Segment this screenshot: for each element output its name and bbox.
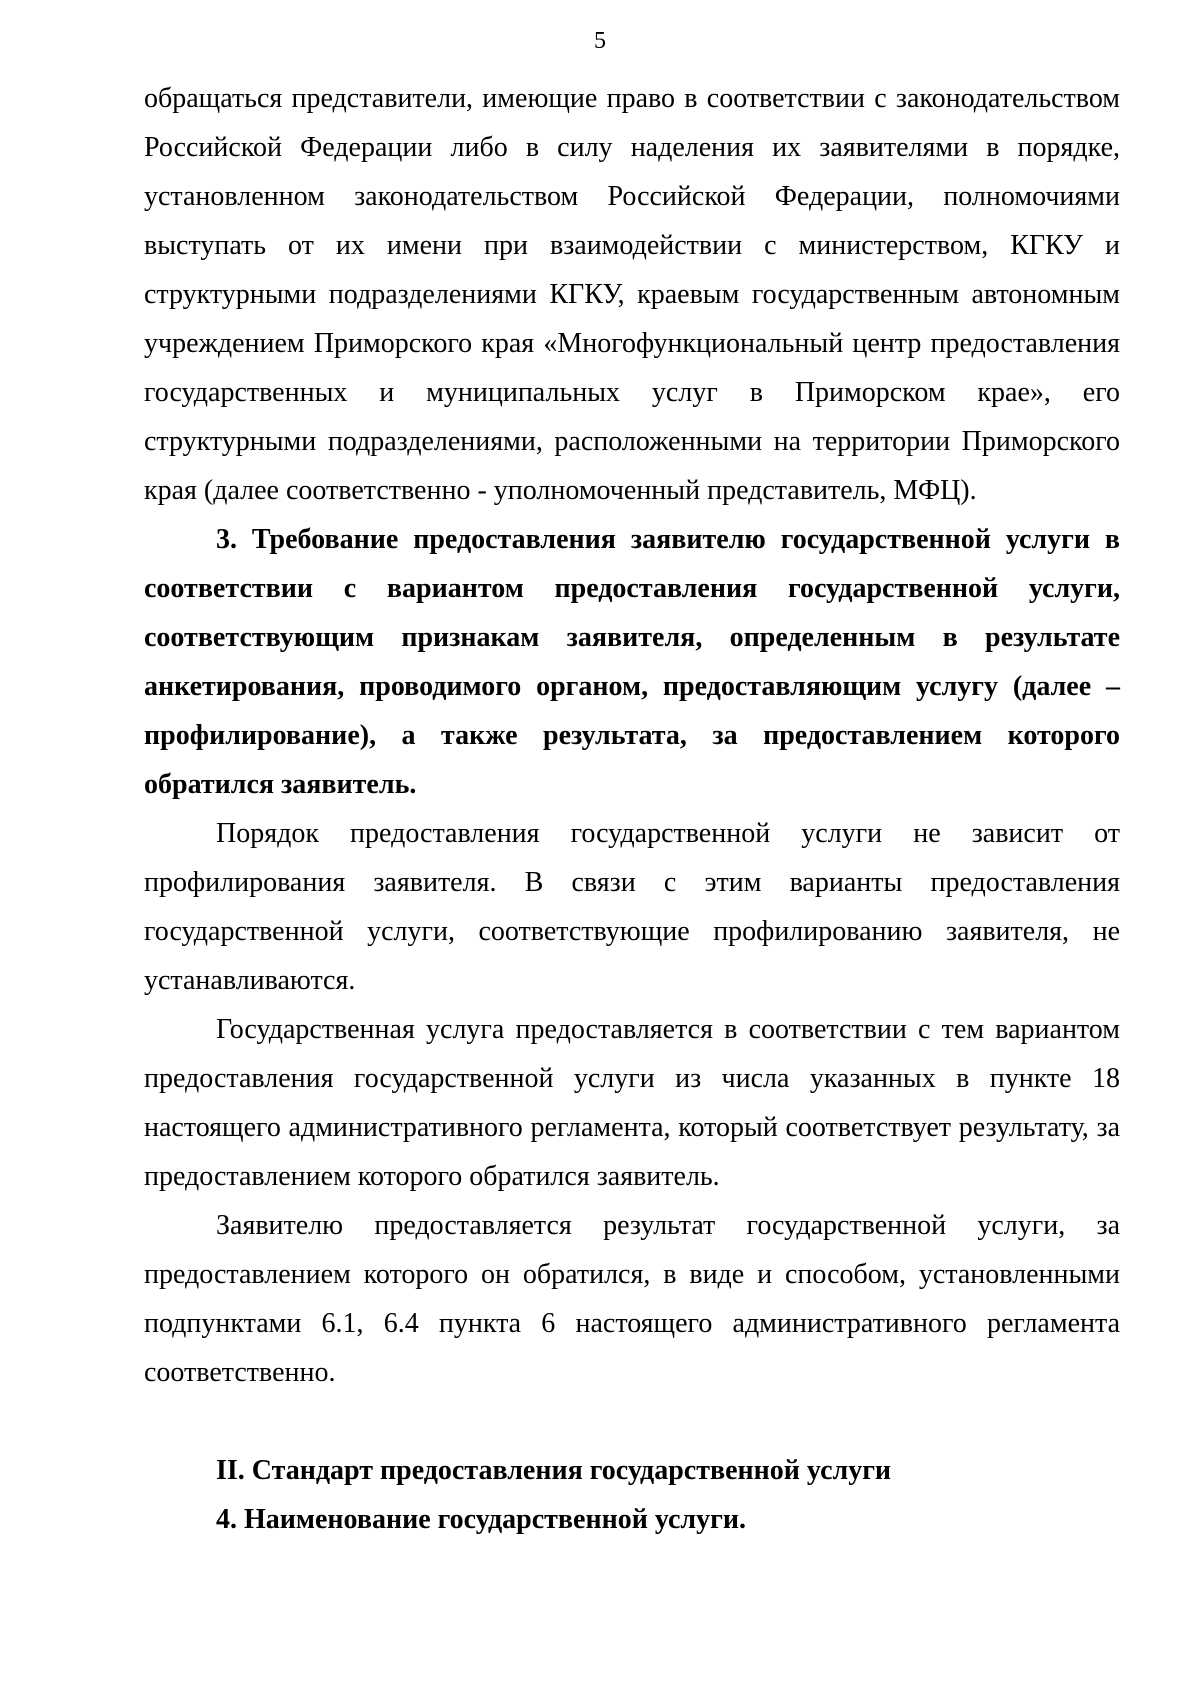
section-heading: II. Стандарт предоставления государственной услуги — [216, 1455, 892, 1486]
document-body — [144, 74, 1120, 1544]
paragraph-result: Заявителю предоставляется результат государственной услуги, за предоставлением которого он обратился, в виде и способом, установленными подпунктами 6.1, 6.4 пункта 6 настоящего административного регламента соответственно. — [144, 1210, 1120, 1388]
page-number: 5 — [594, 28, 606, 54]
paragraph-requirement-heading: 3. Требование предоставления заявителю государственной услуги в соответствии с вариантом предоставления государственной услуги, соответствующим признакам заявителя, определенным в результате анкетирования, проводимого органом, предоставляющим услугу (далее – профилирование), а также результата, за предоставлением которого обратился заявитель. — [144, 524, 1120, 800]
paragraph-procedure: Порядок предоставления государственной услуги не зависит от профилирования заявителя. В связи с этим варианты предоставления государственной услуги, соответствующие профилированию заявителя, не устанавливаются. — [144, 818, 1120, 996]
paragraph-representatives: обращаться представители, имеющие право в соответствии с законодательством Российской Федерации либо в силу наделения их заявителями в порядке, установленном законодательством Российской Федерации, полномочиями выступать от их имени при взаимодействии с министерством, КГКУ и структурными подразделениями КГКУ, краевым государственным автономным учреждением Приморского края «Многофункциональный центр предоставления государственных и муниципальных услуг в Приморском крае», его структурными подразделениями, расположенными на территории Приморского края (далее соответственно - уполномоченный представитель, МФЦ). — [144, 83, 1120, 506]
subsection-heading: 4. Наименование государственной услуги. — [216, 1504, 746, 1535]
paragraph-service-variant: Государственная услуга предоставляется в соответствии с тем вариантом предоставления государственной услуги из числа указанных в пункте 18 настоящего административного регламента, который соответствует результату, за предоставлением которого обратился заявитель. — [144, 1014, 1120, 1192]
